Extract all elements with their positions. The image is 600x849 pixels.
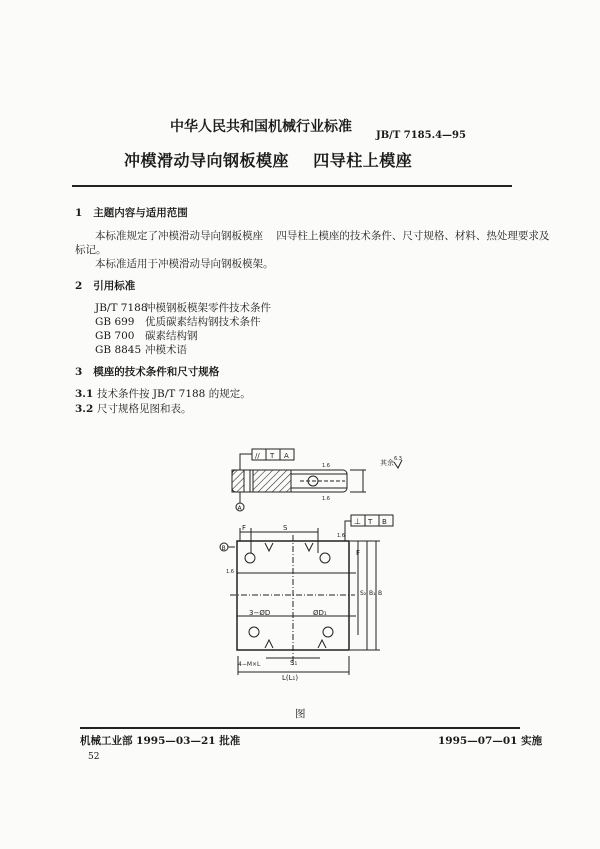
standard-code: JB/T 7185.4—95 — [376, 130, 466, 141]
dim-b-label: B — [378, 590, 383, 597]
s1-para2: 本标准适用于冲模滑动导向钢板模架。 — [95, 258, 274, 270]
datum-b-label: B — [221, 545, 226, 552]
ref-code: JB/T 7188 — [95, 302, 148, 314]
section-title: 引用标准 — [93, 280, 136, 292]
label: A — [284, 452, 289, 460]
clause-number: 3.1 — [75, 388, 94, 400]
hole-d1-label: ØD₁ — [313, 609, 327, 617]
dim-f-right-label: F — [356, 549, 361, 557]
s1-para1-line1: 本标准规定了冲模滑动导向钢板模座 四导柱上模座的技术条件、尺寸规格、材料、热处理要求及 — [95, 230, 550, 242]
label: // — [255, 452, 260, 460]
org-title: 中华人民共和国机械行业标准 — [170, 119, 352, 135]
s1-para1-line2: 标记。 — [75, 244, 107, 256]
ref-name: 冲模钢板模架零件技术条件 — [145, 302, 271, 314]
page-number: 52 — [88, 752, 100, 762]
roughness-label: 1.6 — [337, 533, 345, 539]
clause-text: 技术条件按 JB/T 7188 的规定。 — [97, 388, 251, 400]
roughness-label: 1.6 — [226, 569, 234, 575]
clause-text: 尺寸规格见图和表。 — [97, 403, 192, 415]
ref-name: 冲模术语 — [145, 344, 187, 356]
dim-b1-label: B₁ — [369, 590, 376, 597]
dim-s2-label: S₂ — [360, 590, 367, 597]
ref-code: GB 699 — [95, 316, 135, 328]
approval-date: 机械工业部 1995—03—21 批准 — [80, 735, 241, 747]
label: T — [368, 518, 373, 526]
dim-s-label: S — [283, 524, 288, 532]
section-view — [232, 454, 366, 511]
dim-f-label: F — [242, 524, 247, 532]
dim-l-label: L(L₁) — [282, 674, 299, 682]
dim-s1-label: S₁ — [290, 659, 298, 667]
roughness-label: 1.6 — [322, 496, 330, 502]
footer-rule — [80, 727, 520, 729]
rest-roughness-value: 6.3 — [394, 456, 402, 462]
section-title: 模座的技术条件和尺寸规格 — [93, 366, 220, 378]
ref-code: GB 8845 — [95, 344, 142, 356]
thread-label: 4−M×L — [238, 661, 261, 668]
label: B — [382, 518, 387, 526]
holes-d-label: 3−ØD — [249, 609, 271, 617]
figure-caption: 图 — [295, 708, 306, 720]
ref-name: 优质碳素结构钢技术条件 — [145, 316, 261, 328]
ref-name: 碳素结构钢 — [145, 330, 198, 342]
section-number: 3 — [75, 366, 83, 378]
section-number: 2 — [75, 280, 83, 292]
label: T — [270, 452, 275, 460]
label: ⊥ — [354, 517, 361, 526]
ref-code: GB 700 — [95, 330, 135, 342]
roughness-label: 1.6 — [322, 463, 330, 469]
datum-a-label: A — [237, 505, 242, 512]
section-number: 1 — [75, 207, 83, 219]
effective-date: 1995—07—01 实施 — [438, 735, 543, 747]
rest-roughness-label: 其余 — [380, 459, 394, 467]
section-title: 主题内容与适用范围 — [93, 207, 188, 219]
doc-title: 冲模滑动导向钢板模座 四导柱上模座 — [124, 151, 413, 170]
plan-view — [220, 521, 383, 675]
clause-number: 3.2 — [75, 403, 94, 415]
